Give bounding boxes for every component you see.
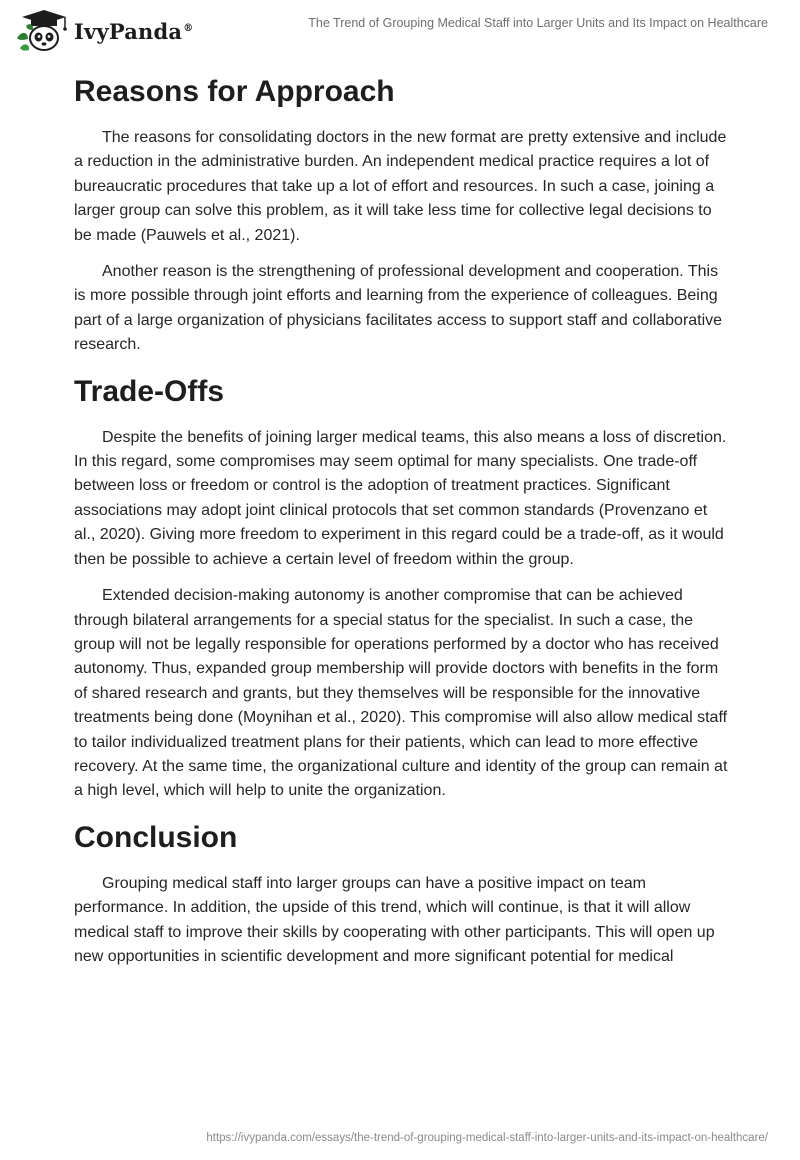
- panda-graduation-cap-icon: [14, 8, 70, 54]
- paragraph: Grouping medical staff into larger groups can have a positive impact on team performance. In addition, the upside of this trend, which will continue, is that it will allow medical staff to improve their skills by cooperating with other participants. This will open up new opportunities in scientific development and more significant potential for medical: [74, 874, 715, 965]
- source-url[interactable]: https://ivypanda.com/essays/the-trend-of-grouping-medical-staff-into-larger-units-and-its-impact-on-healthcare/: [206, 1132, 768, 1144]
- page-title: The Trend of Grouping Medical Staff into Larger Units and Its Impact on Healthcare: [308, 16, 768, 30]
- paragraph: Despite the benefits of joining larger medical teams, this also means a loss of discretion. In this regard, some compromises may seem optimal for many specialists. One trade-off between loss or freedom or control is the adoption of treatment practices. Significant associations may adopt joint clinical protocols that set common standards (Provenzano et al., 2020). Giving more freedom to experiment in this regard could be a trade-off, as it would then be possible to achieve a certain level of freedom within the group.: [74, 428, 727, 568]
- section-heading: Trade-Offs: [74, 374, 225, 408]
- page-header: [0, 0, 800, 60]
- section-reasons-for-approach: [74, 70, 728, 358]
- paragraph: Extended decision-making autonomy is another compromise that can be achieved through bilateral arrangements for a special status for the specialist. In such a case, the group will not be legally responsible for operations performed by a doctor who has received autonomy. Thus, expanded group membership will provide doctors with benefits in the form of shared research and grants, but they themselves will be responsible for the innovative treatments being done (Moynihan et al., 2020). This compromise will also allow medical staff to tailor individualized treatment plans for their patients, which can lead to more effective recovery. At the same time, the organizational culture and identity of the group can remain at a high level, which will help to unite the organization.: [74, 587, 728, 800]
- section-heading: Reasons for Approach: [74, 75, 395, 108]
- ivypanda-logo[interactable]: [14, 8, 193, 54]
- paragraph: The reasons for consolidating doctors in the new format are pretty extensive and include a reduction in the administrative burden. An independent medical practice requires a lot of bureaucratic procedures that take up a lot of effort and resources. In such a case, joining a larger group can solve this problem, as it will take less time for collective legal decisions to be made (Pauwels et al., 2021).: [74, 129, 727, 244]
- section-conclusion: [74, 816, 728, 970]
- section-trade-offs: [74, 370, 728, 804]
- paragraph: Another reason is the strengthening of professional development and cooperation. This is more possible through joint efforts and learning from the experience of colleagues. Being part of a large organization of physicians facilitates access to support staff and collaborative research.: [74, 263, 723, 354]
- brand-name: IvyPanda®: [74, 18, 194, 44]
- essay-content: [74, 70, 728, 981]
- section-heading: Conclusion: [74, 820, 238, 854]
